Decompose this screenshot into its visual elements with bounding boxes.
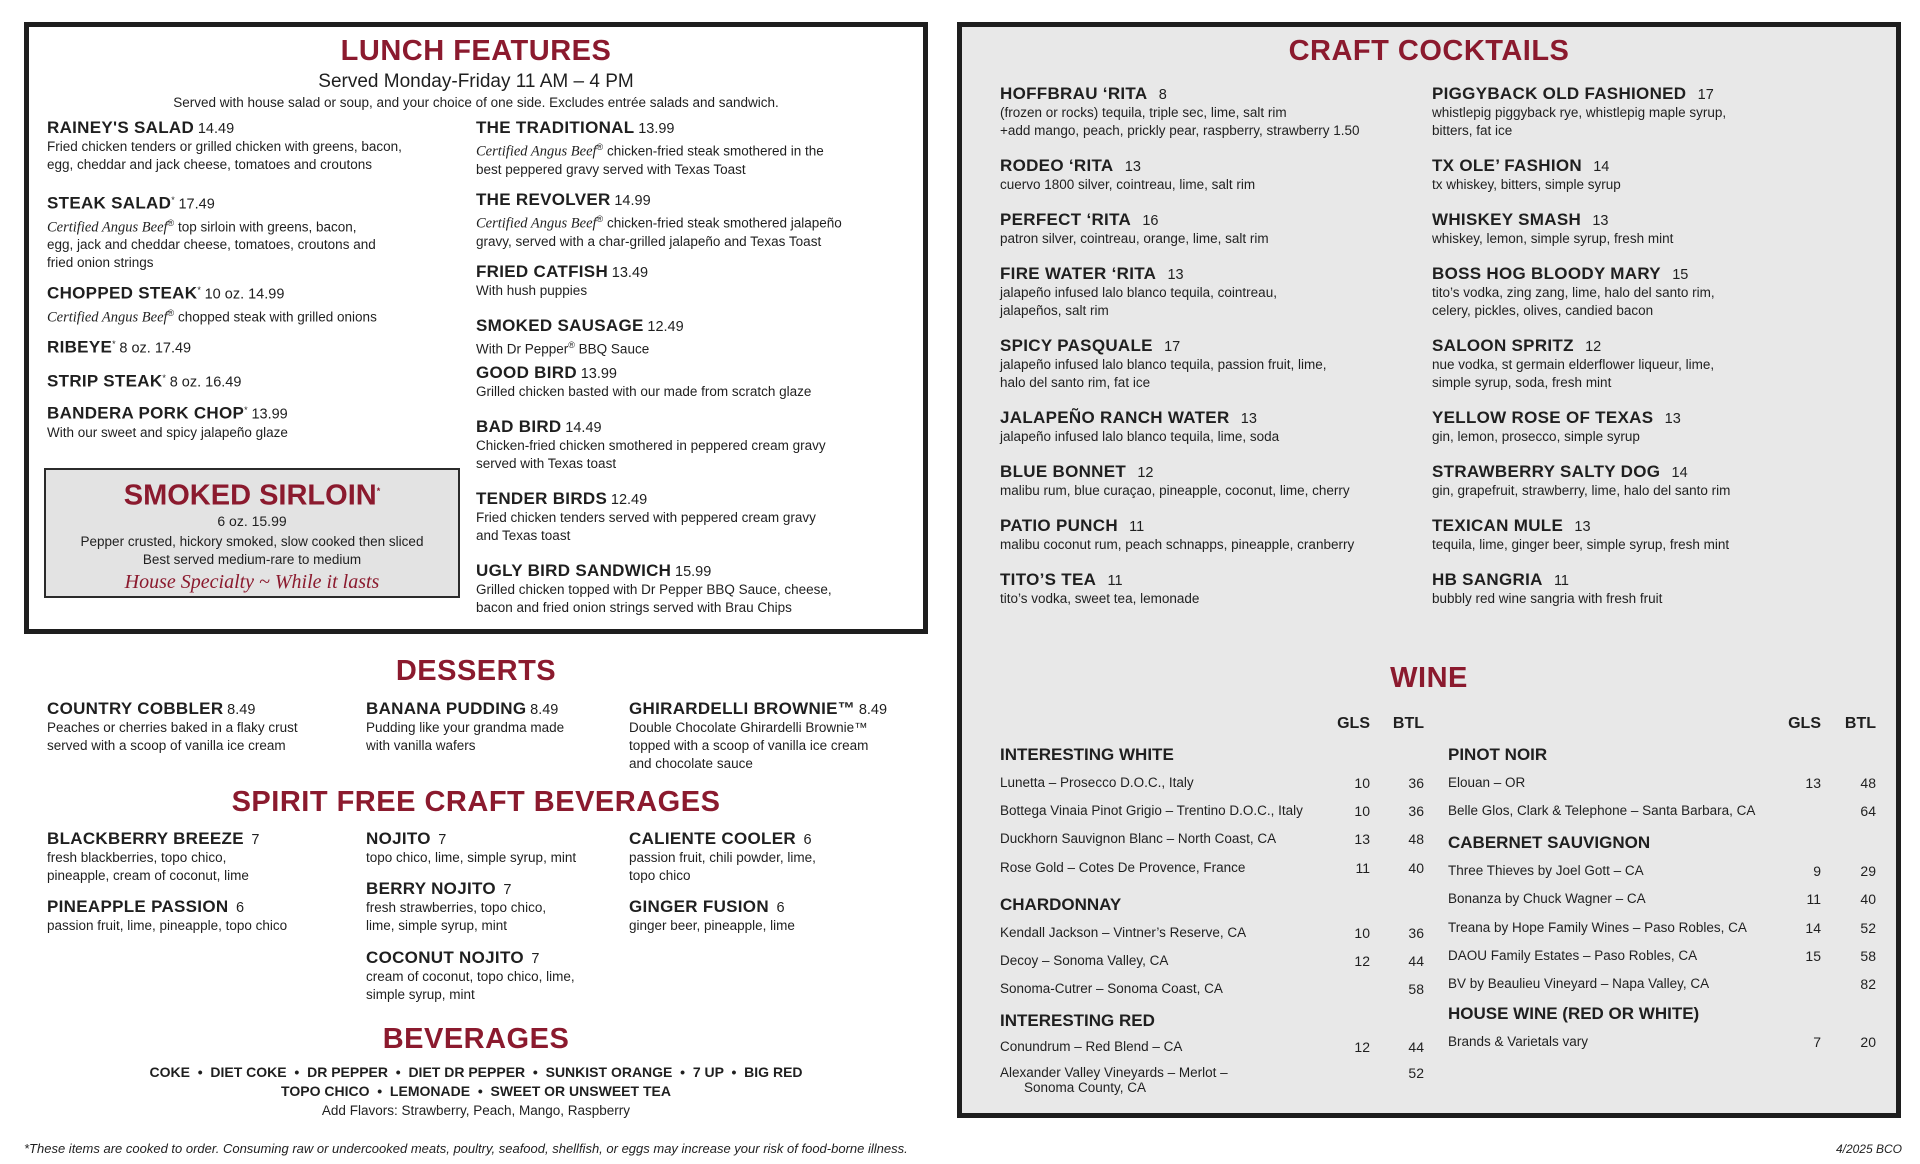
menu-code: 4/2025 BCO [1835,1142,1902,1156]
wine-bottle-price: 20 [1860,1034,1876,1050]
cocktail-price: 15 [1672,267,1689,283]
cocktail-name: RODEO ‘RITA [1000,156,1114,175]
wine-category-heading: INTERESTING WHITE [1000,745,1174,764]
lunch-item: BAD BIRD 14.49 Chicken-fried chicken smothered in peppered cream gravy served with Texas toast [476,417,826,471]
wine-bottle-price: 64 [1860,803,1876,819]
lunch-features-panel [24,22,928,634]
cocktail-name: TX OLE’ FASHION [1432,156,1582,175]
cocktail-price: 17 [1164,339,1181,355]
wine-label: Decoy – Sonoma Valley, CA [1000,953,1169,968]
spirit-free-item: GINGER FUSION 6 ginger beer, pineapple, lime [629,897,795,933]
wine-bottle-price: 58 [1408,981,1424,997]
wine-glass-price: 10 [1354,925,1370,941]
sirloin-desc: Pepper crusted, hickory smoked, slow cooked then sliced [80,533,424,549]
wine-row [1000,925,1246,943]
food-safety-disclaimer: *These items are cooked to order. Consuming raw or undercooked meats, poultry, seafood, shellfish, or eggs may increase your risk of food-borne illness. [24,1141,908,1156]
spirit-free-item: COCONUT NOJITO 7 cream of coconut, topo chico, lime, simple syrup, mint [366,948,575,1002]
cocktail-item [1000,409,1279,446]
cocktail-name: PERFECT ‘RITA [1000,210,1132,229]
cocktail-desc: patron silver, cointreau, orange, lime, salt rim [1000,231,1269,246]
wine-glass-price: 12 [1354,953,1370,969]
sirloin-title: SMOKED SIRLOIN* [123,479,381,512]
cocktail-price: 13 [1664,411,1681,427]
wine-label: Elouan – OR [1448,775,1526,790]
wine-bottle-price: 40 [1408,860,1424,876]
cocktail-price: 13 [1574,519,1591,535]
wine-glass-price: 13 [1354,831,1370,847]
wine-label: Lunetta – Prosecco D.O.C., Italy [1000,775,1194,790]
dessert-item: COUNTRY COBBLER 8.49 Peaches or cherries baked in a flaky crust served with a scoop of vanilla ice cream [47,699,298,753]
cocktails-title: CRAFT COCKTAILS [1288,35,1570,67]
cocktail-desc: gin, grapefruit, strawberry, lime, halo del santo rim [1432,483,1731,498]
wine-title: WINE [1390,662,1468,694]
cocktail-name: SALOON SPRITZ [1432,336,1574,355]
wine-glass-price: 9 [1813,863,1821,879]
cocktail-item [1000,337,1326,392]
wine-row [1000,953,1168,971]
cocktail-price: 13 [1240,411,1257,427]
beverages-list-2: TOPO CHICO • LEMONADE • SWEET OR UNSWEET TEA [281,1083,671,1099]
wine-bottle-price: 58 [1860,948,1876,964]
wine-label: Treana by Hope Family Wines – Paso Robles, CA [1448,920,1747,935]
lunch-item: STEAK SALAD* 17.49 Certified Angus Beef® top sirloin with greens, bacon, egg, jack and cheddar cheese, tomatoes, croutons and fried onion strings [47,193,376,270]
wine-glass-price: 13 [1805,775,1821,791]
cocktail-item [1432,265,1715,320]
lunch-title: LUNCH FEATURES [340,35,612,67]
wine-row [1000,831,1276,849]
cocktail-desc: tx whiskey, bitters, simple syrup [1432,177,1621,192]
cocktail-item [1432,157,1621,194]
cocktail-desc: halo del santo rim, fat ice [1000,375,1151,390]
cocktail-desc: malibu coconut rum, peach schnapps, pineapple, cranberry [1000,537,1355,552]
cocktail-name: HOFFBRAU ‘RITA [1000,84,1148,103]
cocktail-price: 16 [1142,213,1159,229]
wine-row [1000,803,1303,821]
sirloin-tagline: House Specialty ~ While it lasts [124,570,380,593]
beverages-list: COKE • DIET COKE • DR PEPPER • DIET DR PEPPER • SUNKIST ORANGE • 7 UP • BIG RED [149,1064,803,1080]
wine-row [1448,976,1709,994]
cocktail-name: TITO’S TEA [1000,570,1097,589]
lunch-note: Served with house salad or soup, and your choice of one side. Excludes entrée salads and sandwich. [173,95,779,110]
wine-row [1000,1065,1228,1095]
cocktail-name: YELLOW ROSE OF TEXAS [1432,408,1654,427]
cocktail-name: STRAWBERRY SALTY DOG [1432,462,1661,481]
spirit-free-item: BERRY NOJITO 7 fresh strawberries, topo chico, lime, simple syrup, mint [366,879,547,933]
cocktail-price: 12 [1585,339,1602,355]
desserts-title: DESSERTS [395,655,557,687]
wine-label: Conundrum – Red Blend – CA [1000,1039,1183,1054]
wine-glass-price: 11 [1806,891,1821,907]
wine-row [1000,981,1223,999]
cocktail-desc: whistlepig piggyback rye, whistlepig maple syrup, [1432,105,1727,120]
wine-row [1448,920,1747,938]
wine-glass-price: 15 [1805,948,1821,964]
cocktail-desc: cuervo 1800 silver, cointreau, lime, salt rim [1000,177,1256,192]
wine-glass-price: 10 [1354,803,1370,819]
wine-bottle-price: 52 [1408,1065,1424,1081]
wine-row [1448,803,1755,821]
cocktail-desc: gin, lemon, prosecco, simple syrup [1432,429,1640,444]
cocktail-name: BLUE BONNET [1000,462,1127,481]
wine-bottle-price: 29 [1860,863,1876,879]
spirit-free-title: SPIRIT FREE CRAFT BEVERAGES [231,786,721,818]
cocktail-item [1432,517,1729,554]
wine-label: Duckhorn Sauvignon Blanc – North Coast, CA [1000,831,1277,846]
cocktail-desc: nue vodka, st germain elderflower liqueur, lime, [1432,357,1715,372]
cocktail-price: 11 [1553,573,1569,589]
beverages-flavors: Add Flavors: Strawberry, Peach, Mango, Raspberry [321,1103,631,1118]
cocktail-desc: tito’s vodka, zing zang, lime, halo del santo rim, [1432,285,1715,300]
dessert-item: GHIRARDELLI BROWNIE™ 8.49 Double Chocolate Ghirardelli Brownie™ topped with a scoop of vanilla ice cream and chocolate sauce [629,699,888,771]
wine-row [1448,863,1644,881]
wine-label: Alexander Valley Vineyards – Merlot – [1000,1065,1228,1080]
wine-bottle-price: 44 [1408,1039,1424,1055]
wine-glass-price: 11 [1355,860,1370,876]
cocktail-item [1432,409,1681,446]
cocktail-desc: celery, pickles, olives, candied bacon [1432,303,1654,318]
cocktail-name: TEXICAN MULE [1432,516,1564,535]
cocktail-item [1000,463,1350,500]
lunch-item: THE REVOLVER 14.99 Certified Angus Beef® chicken-fried steak smothered jalapeño gravy, served with a char-grilled jalapeño and Texas Toast [476,190,842,249]
cocktail-price: 11 [1129,519,1145,535]
lunch-item: BANDERA PORK CHOP* 13.99 With our sweet and spicy jalapeño glaze [47,403,288,440]
wine-label: BV by Beaulieu Vineyard – Napa Valley, CA [1448,976,1710,991]
cocktail-desc: simple syrup, soda, fresh mint [1432,375,1612,390]
cocktail-price: 17 [1697,87,1714,103]
cocktail-item [1000,571,1199,608]
cocktail-name: BOSS HOG BLOODY MARY [1432,264,1661,283]
cocktail-item [1432,211,1673,248]
lunch-item: SMOKED SAUSAGE 12.49 With Dr Pepper® BBQ Sauce [476,316,684,357]
wine-bottle-price: 82 [1860,976,1876,992]
wine-bottle-price: 52 [1860,920,1876,936]
craft-cocktails-panel [957,22,1901,1118]
wine-category-heading: INTERESTING RED [1000,1011,1155,1030]
wine-label: DAOU Family Estates – Paso Robles, CA [1448,948,1698,963]
wine-glass-price: 7 [1813,1034,1821,1050]
cocktail-item [1000,517,1354,554]
wine-glass-price: 12 [1354,1039,1370,1055]
cocktail-desc: bubbly red wine sangria with fresh fruit [1432,591,1663,606]
cocktail-name: JALAPEÑO RANCH WATER [1000,408,1230,427]
wine-row [1000,860,1245,878]
beverages-title: BEVERAGES [382,1023,570,1055]
cocktail-item [1432,85,1726,140]
wine-label: Three Thieves by Joel Gott – CA [1448,863,1644,878]
cocktail-item [1000,157,1255,194]
wine-btl-header: BTL [1392,715,1424,732]
cocktail-price: 11 [1107,573,1123,589]
wine-label: Kendall Jackson – Vintner’s Reserve, CA [1000,925,1247,940]
sirloin-desc2: Best served medium-rare to medium [142,551,362,567]
wine-bottle-price: 40 [1860,891,1876,907]
lunch-item: STRIP STEAK* 8 oz. 16.49 [47,371,242,391]
cocktail-name: WHISKEY SMASH [1432,210,1582,229]
wine-bottle-price: 48 [1860,775,1876,791]
cocktail-desc: jalapeño infused lalo blanco tequila, lime, soda [1000,429,1280,444]
wine-btl-header: BTL [1844,715,1876,732]
cocktail-desc: +add mango, peach, prickly pear, raspberry, strawberry 1.50 [1000,123,1360,138]
cocktail-price: 13 [1167,267,1184,283]
wine-row [1448,775,1525,793]
wine-category-heading: HOUSE WINE (RED OR WHITE) [1448,1004,1700,1023]
wine-row [1448,891,1646,909]
cocktail-desc: jalapeño infused lalo blanco tequila, passion fruit, lime, [1000,357,1327,372]
wine-bottle-price: 36 [1408,925,1424,941]
cocktail-desc: (frozen or rocks) tequila, triple sec, lime, salt rim [1000,105,1287,120]
lunch-item: RIBEYE* 8 oz. 17.49 [47,337,192,357]
lunch-item: CHOPPED STEAK* 10 oz. 14.99 Certified Angus Beef® chopped steak with grilled onions [47,283,377,325]
wine-label: Bottega Vinaia Pinot Grigio – Trentino D.O.C., Italy [1000,803,1303,818]
wine-bottle-price: 44 [1408,953,1424,969]
wine-row [1448,1034,1588,1052]
cocktail-item [1432,463,1730,500]
dessert-item: BANANA PUDDING 8.49 Pudding like your grandma made with vanilla wafers [366,699,565,753]
wine-row [1000,775,1194,793]
cocktail-desc: malibu rum, blue curaçao, pineapple, coconut, lime, cherry [1000,483,1350,498]
wine-label-2: Sonoma County, CA [1024,1080,1147,1095]
wine-category-heading: CABERNET SAUVIGNON [1448,833,1651,852]
lunch-item: RAINEY'S SALAD 14.49 Fried chicken tenders or grilled chicken with greens, bacon, egg, cheddar and jack cheese, tomatoes and croutons [47,118,402,172]
spirit-free-item: NOJITO 7 topo chico, lime, simple syrup, mint [366,829,577,865]
cocktail-price: 8 [1158,87,1167,103]
wine-row [1000,1039,1182,1057]
lunch-item: THE TRADITIONAL 13.99 Certified Angus Beef® chicken-fried steak smothered in the best peppered gravy served with Texas Toast [476,118,824,177]
wine-gls-header: GLS [1337,715,1370,732]
wine-label: Bonanza by Chuck Wagner – CA [1448,891,1646,906]
cocktail-name: FIRE WATER ‘RITA [1000,264,1157,283]
smoked-sirloin-box [44,468,460,598]
wine-category-heading: CHARDONNAY [1000,895,1122,914]
cocktail-item [1432,571,1662,608]
cocktail-price: 12 [1137,465,1154,481]
wine-gls-header: GLS [1788,715,1821,732]
cocktail-name: PATIO PUNCH [1000,516,1118,535]
lunch-item: FRIED CATFISH 13.49 With hush puppies [476,262,649,298]
cocktail-item [1432,337,1714,392]
wine-row [1448,948,1697,966]
cocktail-desc: bitters, fat ice [1432,123,1513,138]
lunch-item: UGLY BIRD SANDWICH 15.99 Grilled chicken topped with Dr Pepper BBQ Sauce, cheese, bacon and fried onion strings served with Brau Chips [476,561,832,615]
wine-bottle-price: 36 [1408,803,1424,819]
wine-glass-price: 10 [1354,775,1370,791]
cocktail-desc: whiskey, lemon, simple syrup, fresh mint [1432,231,1674,246]
wine-category-heading: PINOT NOIR [1448,745,1548,764]
lunch-item: GOOD BIRD 13.99 Grilled chicken basted with our made from scratch glaze [476,363,812,399]
wine-bottle-price: 36 [1408,775,1424,791]
cocktail-item [1000,265,1277,320]
wine-label: Rose Gold – Cotes De Provence, France [1000,860,1246,875]
cocktail-desc: tito’s vodka, sweet tea, lemonade [1000,591,1200,606]
spirit-free-item: BLACKBERRY BREEZE 7 fresh blackberries, topo chico, pineapple, cream of coconut, lime [47,829,260,883]
cocktail-desc: tequila, lime, ginger beer, simple syrup, fresh mint [1432,537,1730,552]
wine-label: Belle Glos, Clark & Telephone – Santa Barbara, CA [1448,803,1756,818]
wine-label: Brands & Varietals vary [1448,1034,1589,1049]
wine-bottle-price: 48 [1408,831,1424,847]
wine-label: Sonoma-Cutrer – Sonoma Coast, CA [1000,981,1223,996]
cocktail-price: 14 [1593,159,1610,175]
cocktail-item [1000,211,1269,248]
cocktail-name: HB SANGRIA [1432,570,1543,589]
cocktail-item [1000,85,1360,140]
cocktail-name: PIGGYBACK OLD FASHIONED [1432,84,1687,103]
spirit-free-item: CALIENTE COOLER 6 passion fruit, chili powder, lime, topo chico [629,829,816,883]
wine-glass-price: 14 [1805,920,1821,936]
cocktail-price: 13 [1124,159,1141,175]
lunch-served: Served Monday-Friday 11 AM – 4 PM [318,71,634,92]
cocktail-price: 14 [1671,465,1688,481]
spirit-free-item: PINEAPPLE PASSION 6 passion fruit, lime, pineapple, topo chico [47,897,288,933]
cocktail-desc: jalapeño infused lalo blanco tequila, cointreau, [1000,285,1277,300]
cocktail-price: 13 [1592,213,1609,229]
cocktail-name: SPICY PASQUALE [1000,336,1153,355]
lunch-item: TENDER BIRDS 12.49 Fried chicken tenders served with peppered cream gravy and Texas toast [476,489,816,543]
cocktail-desc: jalapeños, salt rim [1000,303,1109,318]
sirloin-size: 6 oz. 15.99 [217,512,287,529]
